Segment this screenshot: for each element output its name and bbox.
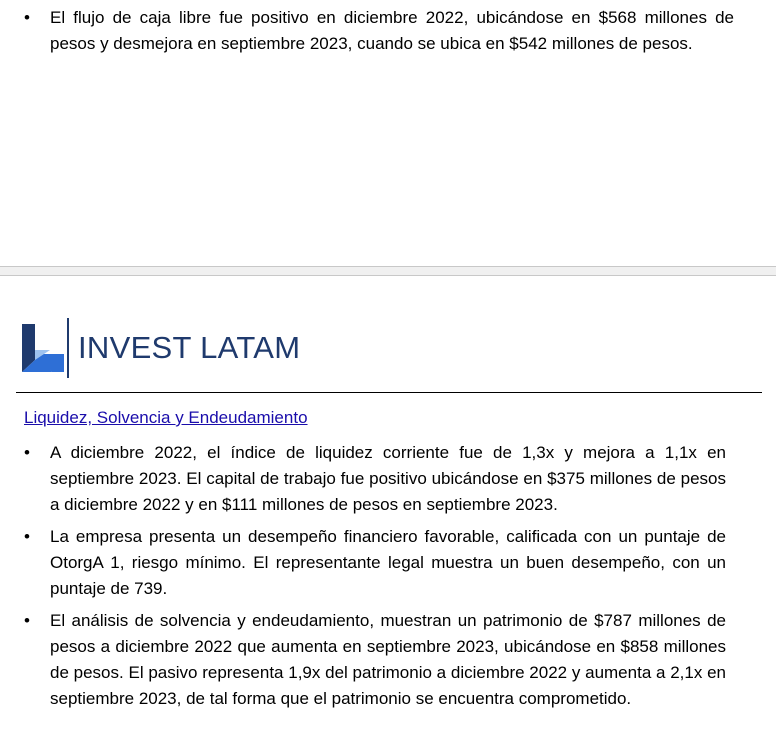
section-title-link[interactable]: Liquidez, Solvencia y Endeudamiento (24, 408, 308, 427)
list-item-text: El análisis de solvencia y endeudamiento, muestran un patrimonio de $787 millones de pesos a diciembre 2022 que aumenta en septiembre 2023, ubicándose en $858 millones de pesos. El pasivo representa 1,9x del patrimonio a diciembre 2022 y aumenta a 2,1x en septiembre 2023, de tal forma que el patrimonio se encuentra comprometido. (50, 611, 726, 708)
list-item-text: La empresa presenta un desempeño financiero favorable, calificada con un puntaje de OtorgA 1, riesgo mínimo. El representante legal muestra un buen desempeño, con un puntaje de 739. (50, 527, 726, 598)
document-page-bottom (0, 276, 776, 737)
brand-name: INVEST LATAM (78, 330, 301, 365)
cash-flow-bullet-list (24, 5, 734, 57)
list-item (24, 440, 726, 518)
logo-divider (67, 318, 69, 378)
list-item (24, 5, 734, 57)
list-item (24, 524, 726, 602)
invest-latam-logo-icon (22, 324, 64, 372)
page-header (22, 316, 762, 382)
list-item (24, 608, 726, 712)
list-item-text: A diciembre 2022, el índice de liquidez corriente fue de 1,3x y mejora a 1,1x en septiembre 2023. El capital de trabajo fue positivo ubicándose en $375 millones de pesos a diciembre 2022 y en $111 millones de pesos en septiembre 2023. (50, 443, 726, 514)
bullet-marker: • (24, 527, 30, 546)
bullet-marker: • (24, 8, 30, 27)
bullet-marker: • (24, 443, 30, 462)
list-item-text: El flujo de caja libre fue positivo en diciembre 2022, ubicándose en $568 millones de pesos y desmejora en septiembre 2023, cuando se ubica en $542 millones de pesos. (50, 8, 734, 53)
liquidity-bullet-list (24, 440, 726, 712)
document-page-top (0, 0, 776, 266)
page-break-separator (0, 266, 776, 276)
header-rule (16, 392, 762, 393)
bullet-marker: • (24, 611, 30, 630)
